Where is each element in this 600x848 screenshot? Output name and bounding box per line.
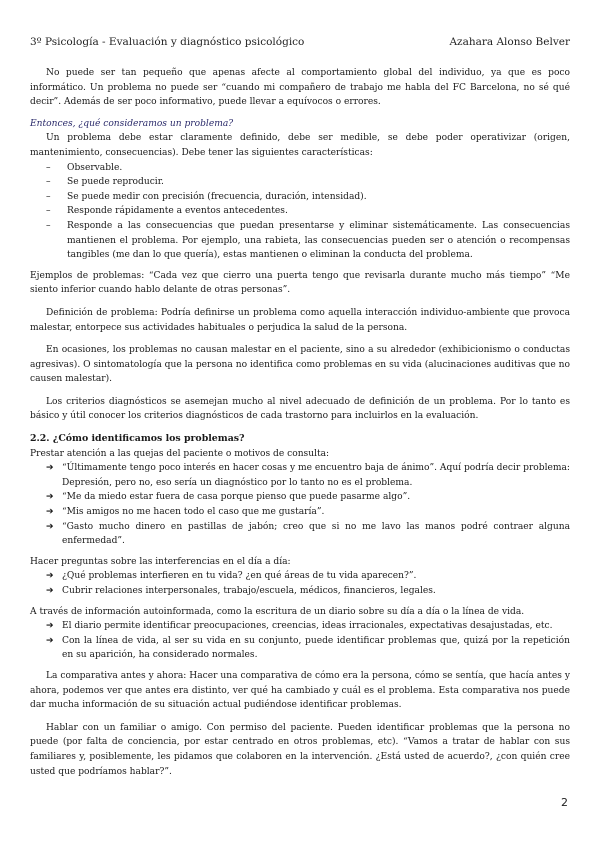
list-item: – Se puede medir con precisión (frecuencia, duración, intensidad). xyxy=(30,190,570,205)
list-item xyxy=(30,520,570,549)
list-item-text: “Últimamente tengo poco interés en hacer cosas y me encuentro baja de ánimo”. Aquí podría decir problema: Depresión, pero no, eso sería un diagnóstico por lo tanto no es el problema. xyxy=(62,463,570,488)
header-author: Azahara Alonso Belver xyxy=(449,36,570,48)
paragraph: Definición de problema: Podría definirse un problema como aquella interacción individuo-ambiente que provoca malestar, entorpece sus actividades habituales o perjudica la salud de la persona. xyxy=(30,307,570,333)
arrow-icon: ➔ xyxy=(46,571,54,582)
complaints-list xyxy=(30,461,570,549)
list-item-text: Cubrir relaciones interpersonales, trabajo/escuela, médicos, financieros, legales. xyxy=(62,586,436,596)
list-item-text: “Gasto mucho dinero en pastillas de jabón; creo que si no me lavo las manos podré contraer alguna enfermedad”. xyxy=(62,521,570,547)
list-item xyxy=(30,490,570,505)
arrow-icon: ➔ xyxy=(46,635,54,646)
paragraph: Ejemplos de problemas: “Cada vez que cierro una puerta tengo que revisarla durante mucho más tiempo” “Me siento inferior cuando hablo delante de otras personas”. xyxy=(30,270,570,296)
list-item xyxy=(30,584,570,599)
list-item-text: “Mis amigos no me hacen todo el caso que me gustaría”. xyxy=(62,507,325,518)
list-item xyxy=(30,634,570,663)
questions-list xyxy=(30,569,570,598)
list-item-text: El diario permite identificar preocupaciones, creencias, ideas irracionales, expectativas desajustadas, etc. xyxy=(62,621,553,632)
list-item: – Responde a las consecuencias que puedan presentarse y eliminar sistemáticamente. Las consecuencias mantienen el problema. Por ejemplo, una rabieta, las consecuencias pueden ser o atención o recompensas tangibles (me dan lo que quería), estas mantienen o eliminan la conducta del problema. xyxy=(30,219,570,263)
document-page xyxy=(30,36,570,787)
selfreport-list xyxy=(30,619,570,663)
arrow-icon: ➔ xyxy=(46,521,54,532)
paragraph: No puede ser tan pequeño que apenas afecte al comportamiento global del individuo, ya que es poco informático. Un problema no puede ser “cuando mi compañero de trabajo me habla del FC Barcelona, no sé qué decir”. Además de ser poco informativo, puede llevar a equívocos o errores. xyxy=(30,68,570,108)
characteristics-list xyxy=(30,161,570,263)
paragraph: Un problema debe estar claramente definido, debe ser medible, se debe poder operativizar (origen, mantenimiento, consecuencias). Debe tener las siguientes características: xyxy=(30,133,570,158)
list-item xyxy=(30,569,570,584)
list-item-text: ¿Qué problemas interfieren en tu vida? ¿en qué áreas de tu vida aparecen?”. xyxy=(62,571,417,582)
arrow-icon: ➔ xyxy=(46,586,54,596)
paragraph: Hablar con un familiar o amigo. Con permiso del paciente. Pueden identificar problemas que la persona no puede (por falta de conciencia, por estar centrado en otros problemas, etc). “Vamos a tratar de hablar con sus familiares y, posiblemente, les pidamos que colaboren en la intervención. ¿Está usted de acuerdo?, ¿con quién cree usted que podríamos hablar?”. xyxy=(30,722,570,777)
list-item xyxy=(30,461,570,490)
arrow-icon: ➔ xyxy=(46,507,54,518)
list-item xyxy=(30,505,570,520)
list-item-text: Con la línea de vida, al ser su vida en su conjunto, puede identificar problemas que, quizá por la repetición en su aparición, ha considerado normales. xyxy=(62,635,570,661)
arrow-icon: ➔ xyxy=(46,492,54,503)
list-item: – Responde rápidamente a eventos antecedentes. xyxy=(30,204,570,219)
paragraph: En ocasiones, los problemas no causan malestar en el paciente, sino a su alrededor (exhibicionismo o conductas agresivas). O sintomatología que la persona no identifica como problemas en su vida (alucinaciones auditivas que no causen malestar). xyxy=(30,345,570,385)
arrow-icon: ➔ xyxy=(46,463,54,474)
list-item-text: “Me da miedo estar fuera de casa porque pienso que puede pasarme algo”. xyxy=(62,492,411,503)
paragraph: Prestar atención a las quejas del paciente o motivos de consulta: xyxy=(30,448,330,459)
list-item xyxy=(30,619,570,634)
paragraph: A través de información autoinformada, como la escritura de un diario sobre su día a día o la línea de vida. xyxy=(30,606,525,617)
page-number: 2 xyxy=(561,796,568,809)
section-heading: 2.2. ¿Cómo identificamos los problemas? xyxy=(30,433,245,445)
page-header xyxy=(30,36,570,48)
question-heading: Entonces, ¿qué consideramos un problema? xyxy=(30,118,234,129)
paragraph: Los criterios diagnósticos se asemejan mucho al nivel adecuado de definición de un problema. Por lo tanto es básico y útil conocer los criterios diagnósticos de cada trastorno para incluirlos en la evaluación. xyxy=(30,396,570,422)
paragraph: Hacer preguntas sobre las interferencias en el día a día: xyxy=(30,556,291,567)
list-item: – Observable. xyxy=(30,161,570,176)
list-item: – Se puede reproducir. xyxy=(30,175,570,190)
arrow-icon: ➔ xyxy=(46,621,54,632)
header-course: 3º Psicología - Evaluación y diagnóstico psicológico xyxy=(30,36,305,48)
paragraph: La comparativa antes y ahora: Hacer una comparativa de cómo era la persona, cómo se sentía, que hacía antes y ahora, podemos ver que antes era distinto, ver qué ha cambiado y cuál es el problema. Esta comparativa nos puede dar mucha información de su situación actual pudiéndose identificar problemas. xyxy=(30,670,570,711)
